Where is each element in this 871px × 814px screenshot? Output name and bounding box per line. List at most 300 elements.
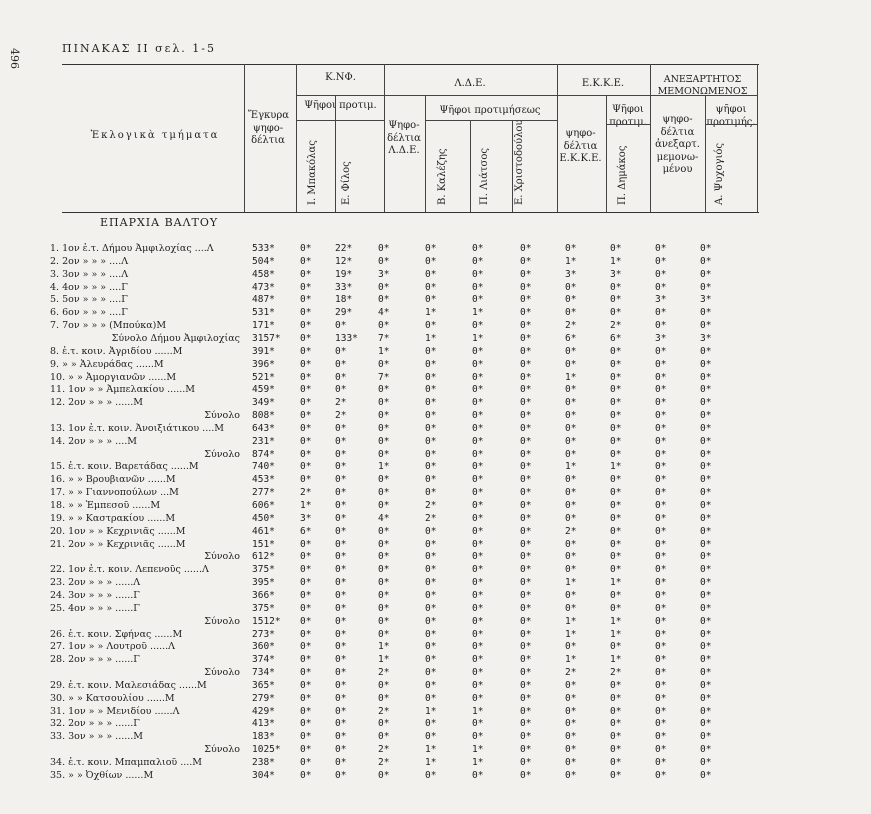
table-row	[0, 359, 871, 371]
row-cell: 0*	[335, 679, 347, 691]
row-cell: 0*	[520, 589, 532, 601]
row-cell: 0*	[565, 641, 577, 653]
row-cell: 4*	[378, 307, 390, 319]
row-cell: 0*	[520, 307, 532, 319]
row-cell: 0*	[655, 667, 667, 679]
row-cell: 375*	[252, 564, 275, 576]
row-cell: 0*	[520, 332, 532, 344]
row-cell: 2*	[425, 512, 437, 524]
row-cell: 0*	[472, 461, 484, 473]
row-cell: 0*	[425, 602, 437, 614]
row-cell: 0*	[565, 294, 577, 306]
table-row	[0, 603, 871, 615]
row-cell: 0*	[425, 397, 437, 409]
row-cell: 279*	[252, 692, 275, 704]
row-cell: 2*	[565, 667, 577, 679]
row-cell: 0*	[655, 718, 667, 730]
row-cell: 0*	[300, 268, 312, 280]
row-cell: 0*	[300, 551, 312, 563]
row-cell: 0*	[655, 769, 667, 781]
row-cell: 0*	[425, 384, 437, 396]
row-cell: 1*	[425, 332, 437, 344]
row-cell: 0*	[520, 397, 532, 409]
row-cell: 0*	[520, 281, 532, 293]
row-cell: 0*	[520, 371, 532, 383]
row-cell: 0*	[520, 320, 532, 332]
row-cell: 0*	[425, 243, 437, 254]
header-knf-pref: Ψῆφοι προτιμ.	[304, 100, 377, 111]
row-cell: 0*	[300, 448, 312, 460]
table-row	[0, 539, 871, 551]
row-cell: 0*	[655, 307, 667, 319]
row-label: 14. 2ον » » » ....Μ	[50, 435, 137, 447]
row-cell: 0*	[520, 384, 532, 396]
row-cell: 0*	[565, 718, 577, 730]
row-cell: 0*	[300, 757, 312, 768]
row-cell: 1*	[565, 628, 577, 640]
header-ekke-c1: Π. Δημάκος	[617, 145, 628, 205]
row-cell: 0*	[335, 435, 347, 447]
header-ind: ΑΝΕΞΑΡΤΗΤΟΣ ΜΕΜΟΝΩΜΕΝΟΣ	[657, 74, 748, 97]
row-cell: 0*	[700, 358, 712, 370]
table-row	[0, 500, 871, 512]
row-cell: 0*	[472, 679, 484, 691]
row-cell: 0*	[520, 461, 532, 473]
row-cell: 391*	[252, 345, 275, 357]
row-cell: 1*	[425, 307, 437, 319]
row-cell: 0*	[300, 384, 312, 396]
row-cell: 0*	[425, 769, 437, 781]
table-row	[0, 423, 871, 435]
row-cell: 0*	[655, 679, 667, 691]
row-cell: 0*	[655, 255, 667, 267]
header-divider	[425, 95, 426, 212]
row-cell: 0*	[610, 718, 622, 730]
row-cell: 0*	[300, 615, 312, 627]
row-cell: 0*	[425, 641, 437, 653]
row-cell: 0*	[700, 487, 712, 499]
row-cell: 1*	[425, 744, 437, 756]
row-cell: 1*	[378, 641, 390, 653]
row-cell: 0*	[520, 512, 532, 524]
row-cell: 0*	[655, 692, 667, 704]
row-cell: 0*	[472, 615, 484, 627]
header-knf-c1: Ι. Μπακόλας	[307, 140, 318, 205]
row-cell: 0*	[655, 358, 667, 370]
row-cell: 0*	[378, 384, 390, 396]
row-cell: 0*	[655, 551, 667, 563]
row-cell: 0*	[610, 474, 622, 486]
row-cell: 0*	[300, 358, 312, 370]
row-cell: 0*	[335, 731, 347, 743]
header-subrule	[425, 120, 557, 121]
row-cell: 0*	[610, 345, 622, 357]
row-cell: 0*	[655, 525, 667, 537]
table-row	[0, 487, 871, 499]
row-cell: 0*	[610, 641, 622, 653]
row-cell: 3*	[300, 512, 312, 524]
row-label: 1. 1ον ἐ.τ. Δήμου Ἀμφιλοχίας ....Λ	[50, 243, 214, 254]
row-cell: 0*	[520, 667, 532, 679]
row-cell: 0*	[335, 615, 347, 627]
row-cell: 0*	[472, 358, 484, 370]
row-cell: 0*	[300, 744, 312, 756]
row-cell: 612*	[252, 551, 275, 563]
row-cell: 504*	[252, 255, 275, 267]
row-cell: 0*	[700, 345, 712, 357]
row-cell: 0*	[565, 281, 577, 293]
row-cell: 231*	[252, 435, 275, 447]
row-cell: 0*	[300, 538, 312, 550]
row-cell: 0*	[425, 448, 437, 460]
row-cell: 0*	[378, 410, 390, 422]
row-cell: 0*	[300, 474, 312, 486]
row-cell: 0*	[472, 551, 484, 563]
header-top-rule	[62, 64, 759, 65]
row-cell: 0*	[425, 294, 437, 306]
row-cell: 0*	[335, 718, 347, 730]
row-cell: 0*	[335, 757, 347, 768]
row-cell: 0*	[472, 422, 484, 434]
row-cell: 0*	[520, 551, 532, 563]
row-cell: 0*	[378, 577, 390, 589]
header-bottom-rule	[62, 212, 759, 213]
row-cell: 0*	[378, 538, 390, 550]
row-cell: 0*	[655, 602, 667, 614]
row-cell: 1*	[378, 461, 390, 473]
row-cell: 0*	[335, 384, 347, 396]
table-row	[0, 243, 871, 255]
row-cell: 0*	[520, 679, 532, 691]
row-cell: 0*	[655, 500, 667, 511]
row-cell: 0*	[300, 345, 312, 357]
row-cell: 1*	[425, 705, 437, 717]
row-cell: 0*	[610, 525, 622, 537]
row-cell: 0*	[610, 448, 622, 460]
row-cell: 0*	[378, 281, 390, 293]
row-cell: 0*	[610, 589, 622, 601]
row-cell: 0*	[655, 641, 667, 653]
row-cell: 0*	[700, 255, 712, 267]
row-cell: 0*	[300, 628, 312, 640]
row-cell: 0*	[700, 243, 712, 254]
row-cell: 0*	[335, 371, 347, 383]
row-label: 5. 5ον » » » ....Γ	[50, 294, 128, 306]
row-cell: 0*	[472, 268, 484, 280]
row-cell: 0*	[378, 525, 390, 537]
header-ekke-ballots: ψηφο-δέλτια Ε.Κ.Κ.Ε.	[559, 128, 602, 164]
row-cell: 0*	[565, 589, 577, 601]
row-cell: 0*	[300, 410, 312, 422]
row-cell: 238*	[252, 757, 275, 768]
row-cell: 1*	[565, 371, 577, 383]
row-cell: 0*	[565, 474, 577, 486]
row-cell: 0*	[610, 692, 622, 704]
row-cell: 0*	[300, 332, 312, 344]
row-label: 7. 7ον » » » (Μπούκα)Μ	[50, 320, 167, 332]
row-cell: 1*	[378, 654, 390, 666]
row-label: 32. 2ον » » » ......Γ	[50, 718, 140, 730]
row-label: 23. 2ον » » » ......Λ	[50, 577, 141, 589]
row-cell: 1*	[472, 705, 484, 717]
table-row	[0, 757, 871, 769]
row-cell: 1512*	[252, 615, 281, 627]
row-cell: 0*	[425, 654, 437, 666]
row-cell: 2*	[378, 705, 390, 717]
row-cell: 0*	[520, 705, 532, 717]
row-cell: 0*	[378, 615, 390, 627]
row-label: 19. » » Καστρακίου ......Μ	[50, 512, 176, 524]
row-cell: 0*	[565, 397, 577, 409]
header-ade-pref: Ψῆφοι προτιμήσεως	[439, 105, 541, 116]
header-valid-ballots: Ἔγκυρα ψηφο-δέλτια	[248, 110, 290, 146]
header-subrule	[557, 95, 650, 96]
row-cell: 0*	[520, 615, 532, 627]
row-cell: 0*	[520, 641, 532, 653]
row-cell: 0*	[300, 589, 312, 601]
row-cell: 0*	[472, 243, 484, 254]
row-cell: 3*	[655, 294, 667, 306]
row-cell: 1*	[565, 255, 577, 267]
row-cell: 2*	[565, 525, 577, 537]
row-cell: 0*	[335, 525, 347, 537]
row-cell: 1*	[472, 744, 484, 756]
row-cell: 0*	[655, 410, 667, 422]
row-cell: 0*	[378, 718, 390, 730]
header-divider	[296, 64, 297, 212]
row-cell: 1*	[565, 577, 577, 589]
table-row	[0, 731, 871, 743]
row-cell: 395*	[252, 577, 275, 589]
row-cell: 29*	[335, 307, 353, 319]
row-cell: 0*	[425, 525, 437, 537]
row-cell: 0*	[520, 757, 532, 768]
row-cell: 0*	[700, 744, 712, 756]
row-cell: 0*	[655, 615, 667, 627]
row-cell: 0*	[300, 294, 312, 306]
row-label: 28. 2ον » » » ......Γ	[50, 654, 140, 666]
row-cell: 0*	[700, 564, 712, 576]
table-row-total	[0, 616, 871, 628]
row-cell: 0*	[565, 448, 577, 460]
row-cell: 0*	[300, 307, 312, 319]
table-row	[0, 256, 871, 268]
row-cell: 0*	[300, 255, 312, 267]
row-cell: 0*	[378, 564, 390, 576]
row-cell: 450*	[252, 512, 275, 524]
row-cell: 0*	[335, 602, 347, 614]
row-cell: 0*	[565, 410, 577, 422]
row-cell: 0*	[565, 564, 577, 576]
row-cell: 0*	[520, 500, 532, 511]
row-cell: 0*	[472, 602, 484, 614]
row-cell: 0*	[425, 615, 437, 627]
row-cell: 0*	[700, 602, 712, 614]
row-cell: 0*	[700, 397, 712, 409]
row-cell: 0*	[335, 487, 347, 499]
row-cell: 0*	[300, 602, 312, 614]
row-cell: 0*	[335, 474, 347, 486]
row-cell: 0*	[655, 371, 667, 383]
row-cell: 0*	[472, 564, 484, 576]
table-row	[0, 294, 871, 306]
row-label: 20. 1ον » » Κεχρινιᾶς ......Μ	[50, 525, 186, 537]
row-cell: 0*	[565, 551, 577, 563]
row-cell: 2*	[610, 667, 622, 679]
row-cell: 0*	[378, 243, 390, 254]
table-row	[0, 269, 871, 281]
row-cell: 0*	[472, 345, 484, 357]
row-label: Σύνολο	[204, 410, 240, 422]
row-cell: 0*	[425, 667, 437, 679]
header-divider	[244, 64, 245, 212]
row-cell: 0*	[655, 589, 667, 601]
row-label: 11. 1ον » » Ἀμπελακίου ......Μ	[50, 384, 196, 396]
row-cell: 0*	[300, 679, 312, 691]
table-row	[0, 590, 871, 602]
row-cell: 0*	[520, 525, 532, 537]
row-cell: 0*	[700, 307, 712, 319]
row-cell: 0*	[565, 243, 577, 254]
row-label: 17. » » Γιαννοπούλων ...Μ	[50, 487, 179, 499]
row-cell: 273*	[252, 628, 275, 640]
row-cell: 3*	[655, 332, 667, 344]
row-cell: 0*	[378, 731, 390, 743]
row-cell: 0*	[700, 551, 712, 563]
table-row	[0, 436, 871, 448]
row-cell: 1*	[425, 757, 437, 768]
row-label: 31. 1ον » » Μενιδίου ......Λ	[50, 705, 180, 717]
row-cell: 3*	[700, 332, 712, 344]
header-ekke-pref: Ψῆφοι προτιμ.	[609, 104, 647, 128]
row-cell: 0*	[565, 692, 577, 704]
row-cell: 0*	[520, 564, 532, 576]
row-cell: 0*	[425, 358, 437, 370]
row-cell: 0*	[655, 397, 667, 409]
row-cell: 0*	[300, 731, 312, 743]
row-cell: 0*	[520, 410, 532, 422]
row-cell: 0*	[335, 577, 347, 589]
row-cell: 458*	[252, 268, 275, 280]
row-cell: 0*	[300, 692, 312, 704]
row-label: 9. » » Ἀλευράδας ......Μ	[50, 358, 164, 370]
row-cell: 0*	[655, 320, 667, 332]
row-cell: 0*	[300, 641, 312, 653]
header-divider	[606, 95, 607, 212]
row-cell: 0*	[610, 512, 622, 524]
row-cell: 0*	[425, 538, 437, 550]
row-cell: 22*	[335, 243, 353, 254]
row-cell: 0*	[378, 602, 390, 614]
row-cell: 0*	[700, 692, 712, 704]
row-cell: 374*	[252, 654, 275, 666]
row-cell: 0*	[655, 243, 667, 254]
row-cell: 0*	[610, 358, 622, 370]
row-cell: 0*	[655, 705, 667, 717]
row-cell: 0*	[520, 602, 532, 614]
row-cell: 874*	[252, 448, 275, 460]
row-cell: 0*	[335, 769, 347, 781]
row-cell: 0*	[472, 474, 484, 486]
row-cell: 7*	[378, 371, 390, 383]
row-cell: 0*	[520, 538, 532, 550]
header-subrule	[296, 120, 384, 121]
row-cell: 0*	[300, 769, 312, 781]
table-row	[0, 770, 871, 782]
row-label: Σύνολο	[204, 667, 240, 679]
header-divider	[384, 64, 385, 212]
row-cell: 0*	[300, 243, 312, 254]
row-cell: 0*	[425, 255, 437, 267]
row-cell: 0*	[425, 422, 437, 434]
row-cell: 531*	[252, 307, 275, 319]
row-cell: 0*	[378, 628, 390, 640]
row-cell: 0*	[655, 345, 667, 357]
row-cell: 643*	[252, 422, 275, 434]
row-cell: 375*	[252, 602, 275, 614]
row-cell: 0*	[335, 705, 347, 717]
row-cell: 0*	[655, 654, 667, 666]
row-cell: 0*	[378, 679, 390, 691]
row-cell: 0*	[700, 628, 712, 640]
table-row	[0, 706, 871, 718]
row-cell: 0*	[700, 654, 712, 666]
row-cell: 0*	[610, 500, 622, 511]
row-cell: 0*	[425, 551, 437, 563]
table-row	[0, 654, 871, 666]
row-cell: 1*	[300, 500, 312, 511]
header-ekke: Ε.Κ.Κ.Ε.	[581, 78, 625, 89]
row-cell: 0*	[472, 667, 484, 679]
row-cell: 171*	[252, 320, 275, 332]
row-label: 21. 2ον » » Κεχρινιᾶς ......Μ	[50, 538, 186, 550]
row-cell: 0*	[565, 384, 577, 396]
row-cell: 0*	[565, 512, 577, 524]
row-cell: 0*	[472, 589, 484, 601]
row-cell: 0*	[520, 268, 532, 280]
row-cell: 2*	[378, 667, 390, 679]
row-cell: 0*	[335, 461, 347, 473]
row-cell: 0*	[335, 667, 347, 679]
table-row	[0, 513, 871, 525]
row-cell: 0*	[700, 500, 712, 511]
row-cell: 0*	[425, 371, 437, 383]
row-cell: 0*	[610, 384, 622, 396]
row-cell: 0*	[700, 731, 712, 743]
row-cell: 6*	[565, 332, 577, 344]
row-cell: 0*	[472, 371, 484, 383]
row-cell: 0*	[565, 422, 577, 434]
row-label: 35. » » Ὀχθίων ......Μ	[50, 769, 154, 781]
row-cell: 0*	[655, 384, 667, 396]
row-cell: 0*	[520, 487, 532, 499]
row-cell: 0*	[472, 512, 484, 524]
row-cell: 0*	[335, 641, 347, 653]
row-cell: 0*	[472, 641, 484, 653]
table-row	[0, 282, 871, 294]
table-row	[0, 397, 871, 409]
header-divider	[705, 95, 706, 212]
row-cell: 533*	[252, 243, 275, 254]
header-divider	[757, 64, 758, 212]
table-row	[0, 564, 871, 576]
row-label: 10. » » Ἀμοργιανῶν ......Μ	[50, 371, 177, 383]
row-cell: 1*	[565, 615, 577, 627]
row-label: 34. ἐ.τ. κοιν. Μπαμπαλιοῦ ....Μ	[50, 757, 203, 768]
row-cell: 0*	[335, 512, 347, 524]
row-cell: 1*	[610, 654, 622, 666]
row-cell: 1025*	[252, 744, 281, 756]
